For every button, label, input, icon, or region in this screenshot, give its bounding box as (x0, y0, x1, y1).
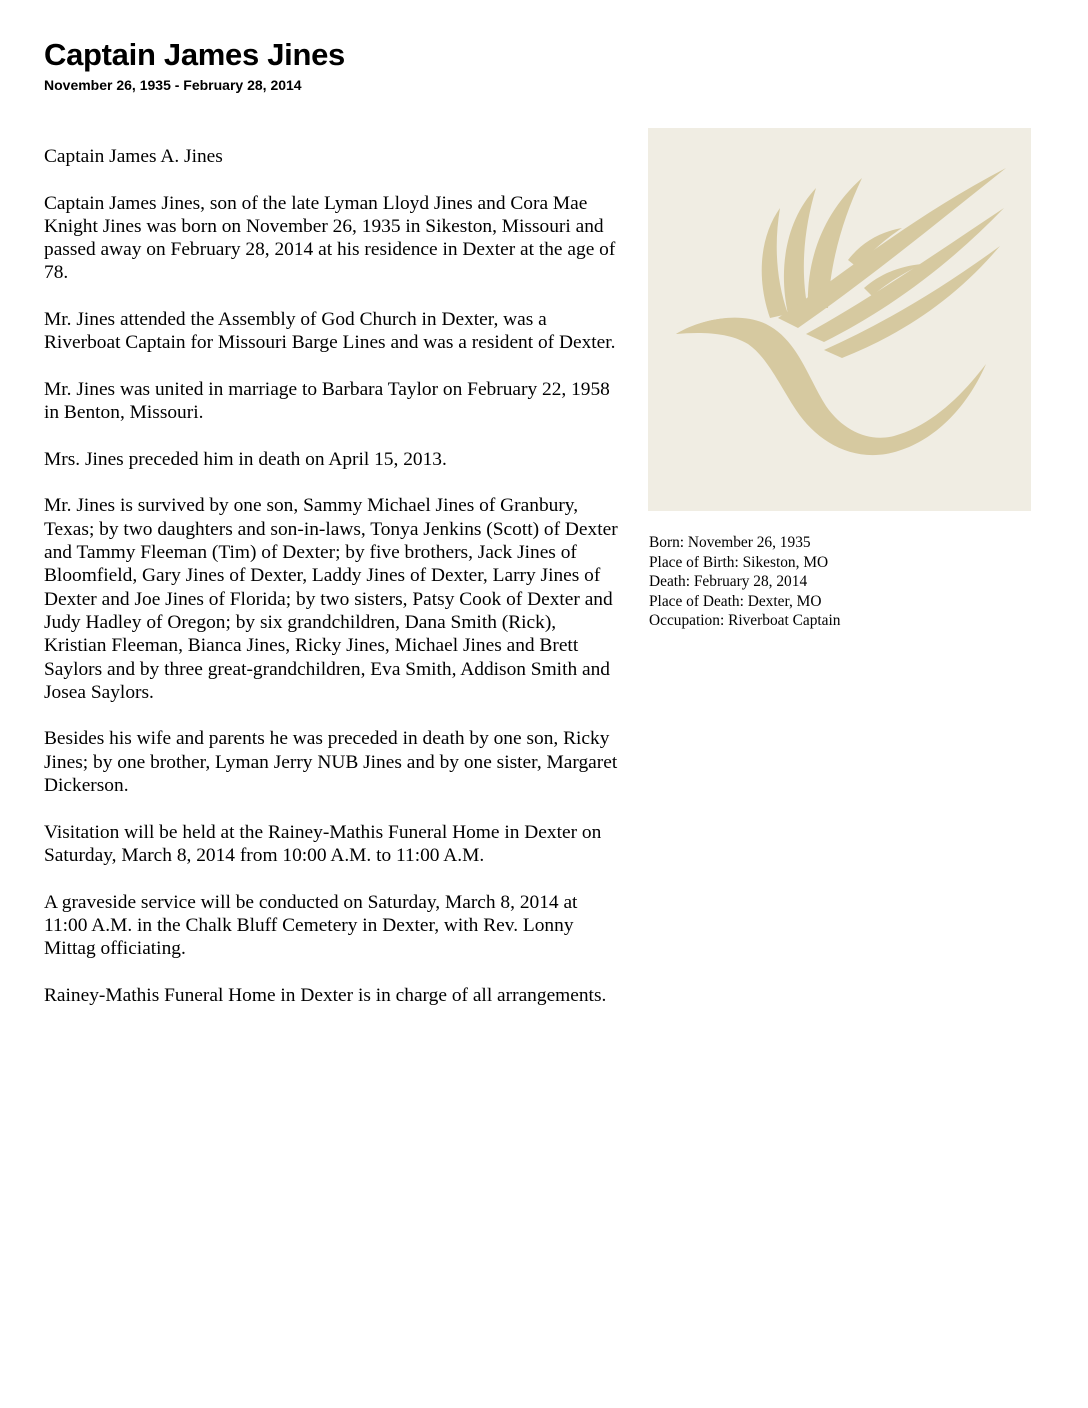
obituary-paragraph: Besides his wife and parents he was preceded in death by one son, Ricky Jines; by one brother, Lyman Jerry NUB Jines and by one sister, Margaret Dickerson. (44, 728, 618, 797)
obituary-paragraph: Mrs. Jines preceded him in death on April 15, 2013. (44, 448, 447, 470)
obituary-paragraph: Captain James Jines, son of the late Lyman Lloyd Jines and Cora Mae Knight Jines was born on November 26, 1935 in Sikeston, Missouri and passed away on February 28, 2014 at his residence in Dexter at the age of 78. (44, 192, 616, 284)
obituary-paragraph: Captain James A. Jines (44, 146, 223, 167)
obituary-paragraph: Rainey-Mathis Funeral Home in Dexter is in charge of all arrangements. (44, 984, 607, 1006)
memorial-photo (648, 128, 1031, 511)
page-title: Captain James Jines (44, 37, 346, 72)
obituary-paragraph: Mr. Jines attended the Assembly of God Church in Dexter, was a Riverboat Captain for Missouri Barge Lines and was a resident of Dexter. (44, 309, 616, 354)
obituary-paragraph: Visitation will be held at the Rainey-Mathis Funeral Home in Dexter on Saturday, March 8, 2014 from 10:00 A.M. to 11:00 A.M. (44, 821, 602, 866)
obituary-paragraph: A graveside service will be conducted on Saturday, March 8, 2014 at 11:00 A.M. in the Chalk Bluff Cemetery in Dexter, with Rev. Lonny Mittag officiating. (44, 891, 578, 960)
dove-icon (648, 128, 1031, 511)
fact-death: Death: February 28, 2014 (649, 573, 808, 591)
obituary-header (44, 36, 345, 94)
obituary-paragraph: Mr. Jines was united in marriage to Barbara Taylor on February 22, 1958 in Benton, Missouri. (44, 378, 610, 424)
obituary-body (44, 145, 619, 1030)
fact-place-of-death: Place of Death: Dexter, MO (649, 592, 822, 610)
life-dates: November 26, 1935 - February 28, 2014 (44, 77, 302, 93)
fact-occupation: Occupation: Riverboat Captain (649, 612, 841, 630)
obituary-paragraph: Mr. Jines is survived by one son, Sammy Michael Jines of Granbury, Texas; by two daughters and son-in-laws, Tonya Jenkins (Scott) of Dexter and Tammy Fleeman (Tim) of Dexter; by five brothers, Jack Jines of Bloomfield, Gary Jines of Dexter, Laddy Jines of Dexter, Larry Jines of Dexter and Joe Jines of Florida; by two sisters, Patsy Cook of Dexter and Judy Hadley of Oregon; by six grandchildren, Dana Smith (Rick), Kristian Fleeman, Bianca Jines, Ricky Jines, Michael Jines and Brett Saylors and by three great-grandchildren, Eva Smith, Addison Smith and Josea Saylors. (44, 495, 618, 703)
fact-born: Born: November 26, 1935 (649, 534, 811, 551)
fact-place-of-birth: Place of Birth: Sikeston, MO (649, 553, 829, 571)
vital-facts (649, 533, 1049, 631)
